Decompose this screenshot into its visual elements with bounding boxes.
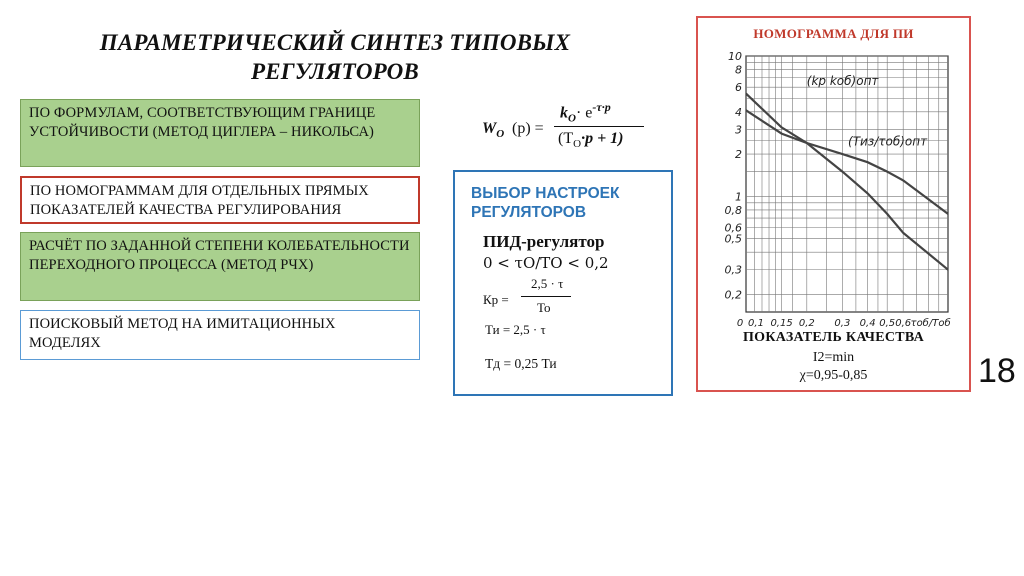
kp-denominator: To bbox=[537, 300, 551, 315]
formula-lhs-arg: (p) = bbox=[512, 120, 544, 137]
y-tick-label: 0,6 bbox=[724, 221, 742, 235]
x-tick-label: 0 bbox=[736, 318, 744, 329]
fraction-bar bbox=[554, 126, 644, 127]
method-text: ПОИСКОВЫЙ МЕТОД НА ИМИТАЦИОННЫХ МОДЕЛЯХ bbox=[29, 316, 336, 351]
y-tick-label: 6 bbox=[735, 81, 742, 95]
method-box-search bbox=[20, 310, 420, 360]
y-tick-label: 8 bbox=[735, 63, 742, 77]
y-tick-label: 0,2 bbox=[724, 288, 742, 302]
quality-criterion: I2=min bbox=[812, 350, 855, 365]
formula-numerator: $k_O\cdot e^{-\tau\cdot p}$ bbox=[560, 100, 611, 125]
curve-label-kp-kob: (kр kоб)опт bbox=[806, 74, 879, 89]
slide-title bbox=[40, 28, 630, 86]
formula-denominator: $(T_O\cdot p + 1)$ bbox=[558, 130, 624, 151]
nomogram-chart bbox=[716, 42, 956, 332]
td-formula: Тд = 0,25 Ти bbox=[485, 356, 557, 371]
y-tick-label: 2 bbox=[735, 148, 742, 162]
slide-number: 18 bbox=[978, 352, 1016, 390]
x-tick-label: τоб/Tоб bbox=[910, 318, 951, 329]
y-tick-label: 0,5 bbox=[724, 232, 742, 246]
kp-numerator: 2,5 · τ bbox=[531, 276, 564, 291]
ti-formula: Ти = 2,5 · τ bbox=[485, 322, 546, 337]
y-tick-label: 0,8 bbox=[724, 203, 742, 217]
method-text: ПО НОМОГРАММАМ ДЛЯ ОТДЕЛЬНЫХ ПРЯМЫХ ПОКАЗАТЕЛЕЙ КАЧЕСТВА РЕГУЛИРОВАНИЯ bbox=[30, 183, 369, 218]
curve-label-tiz-tob: (Tиз/τоб)опт bbox=[848, 134, 928, 149]
y-tick-label: 1 bbox=[735, 190, 742, 204]
y-tick-label: 4 bbox=[735, 105, 742, 119]
method-box-frequency bbox=[20, 232, 420, 301]
x-tick-label: 0,6 bbox=[895, 318, 912, 329]
y-tick-label: 0,3 bbox=[724, 263, 742, 277]
x-tick-label: 0,3 bbox=[834, 318, 851, 329]
nomogram-title: НОМОГРАММА ДЛЯ ПИ bbox=[753, 26, 914, 41]
x-tick-label: 0,15 bbox=[770, 318, 793, 329]
method-text: РАСЧЁТ ПО ЗАДАННОЙ СТЕПЕНИ КОЛЕБАТЕЛЬНОСТИ ПЕРЕХОДНОГО ПРОЦЕССА (МЕТОД РЧХ) bbox=[29, 238, 410, 273]
quality-damping: χ=0,95-0,85 bbox=[799, 368, 868, 383]
pid-label: ПИД-регулятор bbox=[483, 232, 605, 251]
nomogram-panel bbox=[696, 16, 971, 392]
x-tick-label: 0,5 bbox=[879, 318, 896, 329]
series-line-tiz-tob bbox=[746, 110, 948, 214]
formula-lhs: $W_O$ bbox=[482, 120, 505, 141]
method-text: ПО ФОРМУЛАМ, СООТВЕТСТВУЮЩИМ ГРАНИЦЕ УСТОЙЧИВОСТИ (МЕТОД ЦИГЛЕРА – НИКОЛЬСА) bbox=[29, 105, 376, 140]
kp-fraction-bar bbox=[521, 296, 571, 297]
x-tick-label: 0,1 bbox=[748, 318, 764, 329]
kp-label: Кр = bbox=[483, 292, 509, 307]
y-tick-label: 10 bbox=[728, 50, 742, 63]
quality-title: ПОКАЗАТЕЛЬ КАЧЕСТВА bbox=[742, 330, 925, 345]
method-box-ziegler-nichols bbox=[20, 99, 420, 167]
method-box-nomograms bbox=[20, 176, 420, 224]
slide-title-line2: РЕГУЛЯТОРОВ bbox=[251, 59, 419, 84]
slide-title-line1: ПАРАМЕТРИЧЕСКИЙ СИНТЕЗ ТИПОВЫХ bbox=[99, 30, 571, 55]
pid-condition: 0 < τO/TO < 0,2 bbox=[483, 254, 609, 272]
settings-title: ВЫБОР НАСТРОЕК РЕГУЛЯТОРОВ bbox=[471, 185, 620, 221]
series-line-kp-kob bbox=[746, 94, 948, 270]
x-tick-label: 0,4 bbox=[859, 318, 876, 329]
settings-panel bbox=[453, 170, 673, 396]
nomogram-frame bbox=[746, 56, 948, 312]
y-tick-label: 3 bbox=[735, 123, 742, 137]
x-tick-label: 0,2 bbox=[798, 318, 815, 329]
